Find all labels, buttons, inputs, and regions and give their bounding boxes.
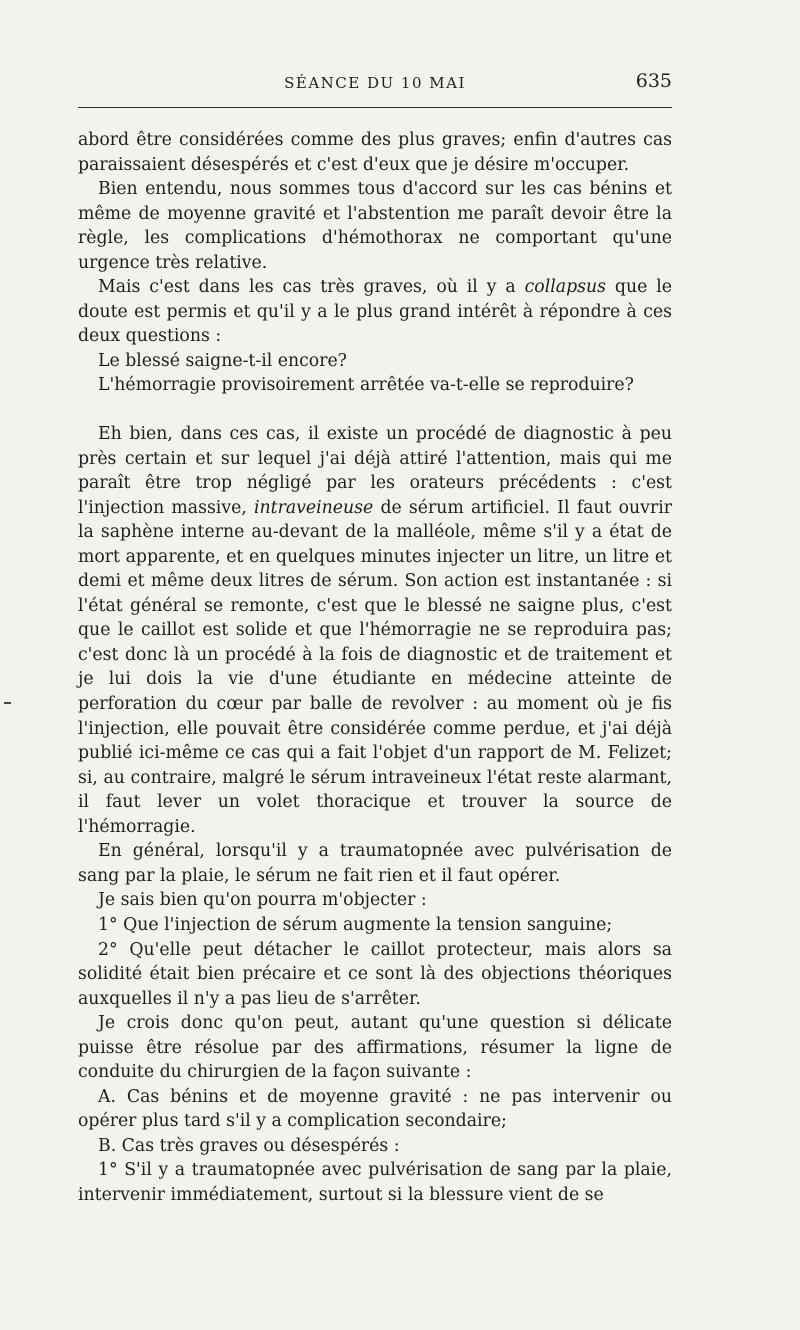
running-head: SÉANCE DU 10 MAI — [284, 74, 466, 92]
paragraph: Je sais bien qu'on pourra m'objecter : — [98, 890, 427, 911]
page-header — [78, 70, 672, 98]
list-item: A. Cas bénins et de moyenne gravité : ne pas intervenir ou opérer plus tard s'il y a complication secondaire; — [78, 1086, 672, 1132]
paragraph: Bien entendu, nous sommes tous d'accord sur les cas bénins et même de moyenne gravité et l'abstention me paraît devoir être la règle, les complications d'hémothorax ne comportant qu'une urgence très relative. — [78, 179, 672, 273]
paragraph: Mais c'est dans les cas très graves, où il y a collapsus que le doute est permis et qu'il y a le plus grand intérêt à répondre à ces deux questions : — [78, 277, 672, 347]
margin-mark — [4, 702, 11, 704]
paragraph-continuation: abord être considérées comme des plus graves; enfin d'autres cas paraissaient désespérés et c'est d'eux que je désire m'occuper. — [78, 130, 672, 175]
question-line: L'hémorragie provisoirement arrêtée va-t-elle se reproduire? — [98, 375, 634, 396]
list-item: 1° Que l'injection de sérum augmente la tension sanguine; — [98, 914, 613, 935]
list-item: B. Cas très graves ou désespérés : — [98, 1135, 400, 1156]
question-line: Le blessé saigne-t-il encore? — [98, 350, 347, 371]
paragraph: Eh bien, dans ces cas, il existe un procédé de diagnostic à peu près certain et sur lequel j'ai déjà attiré l'attention, mais qui me paraît être trop négligé par les orateurs précédents : c'est l'injection massive, intraveineuse de sérum artificiel. Il faut ouvrir la saphène interne au-devant de la malléole, même s'il y a état de mort apparente, et en quelques minutes injecter un litre, un litre et demi et même deux litres de sérum. Son action est instantanée : si l'état général se remonte, c'est que le blessé ne saigne plus, c'est que le caillot est solide et que l'hémorragie ne se reproduira pas; c'est donc là un procédé à la fois de diagnostic et de traitement et je lui dois la vie d'une étudiante en médecine atteinte de perforation du cœur par balle de revolver : au moment où je fis l'injection, elle pouvait être considérée comme perdue, et j'ai déjà publié ici-même ce cas qui a fait l'objet d'un rapport de M. Felizet; si, au contraire, malgré le sérum intraveineux l'état reste alarmant, il faut lever un volet thoracique et trouver la source de l'hémorragie. — [78, 424, 672, 837]
paragraph: En général, lorsqu'il y a traumatopnée avec pulvérisation de sang par la plaie, le sérum ne fait rien et il faut opérer. — [78, 841, 672, 886]
page-number: 635 — [635, 70, 672, 92]
list-item: 2° Qu'elle peut détacher le caillot protecteur, mais alors sa solidité était bien précaire et ce sont là des objections théoriques auxquelles il n'y a pas lieu de s'arrêter. — [78, 939, 672, 1009]
header-rule — [78, 107, 672, 108]
paragraph: Je crois donc qu'on peut, autant qu'une question si délicate puisse être résolue par des affirmations, résumer la ligne de conduite du chirurgien de la façon suivante : — [78, 1013, 672, 1083]
body-text — [78, 128, 672, 1208]
list-item: 1° S'il y a traumatopnée avec pulvérisation de sang par la plaie, intervenir immédiatement, surtout si la blessure vient de se — [78, 1160, 672, 1205]
